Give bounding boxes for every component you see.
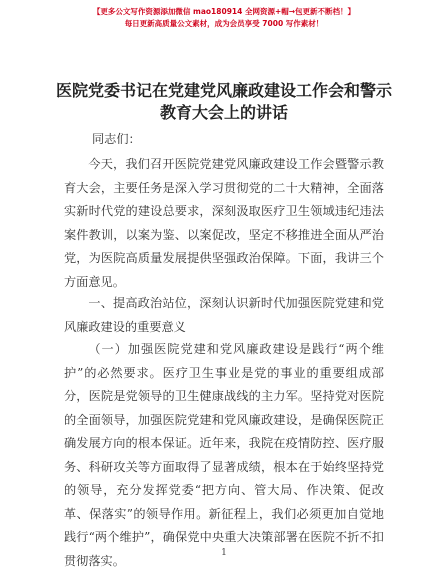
- paragraph-subsection-1: （一）加强医院党建和党风廉政建设是践行“两个维护”的必然要求。医疗卫生事业是党的事业的重要组成部分，医院是党领导的卫生健康战线的主力军。坚持党对医院的全面领导，加强医院党建和党风廉政建设，是确保医院正确发展方向的根本保证。近年来，我院在疫情防控、医疗服务、科研攻关等方面取得了显著成绩，根本在于始终坚持党的领导，充分发挥党委“把方向、管大局、作决策、促改革、保落实”的领导作用。新征程上，我们必须更加自觉地践行“两个维护”，确保党中央重大决策部署在医院不折不扣贯彻落实。: [64, 342, 384, 568]
- promo-banner: [60, 6, 388, 30]
- section-heading-1: 一、提高政治站位，深刻认识新时代加强医院党建和党风廉政建设的重要意义: [64, 296, 384, 334]
- page-number: 1: [221, 548, 227, 558]
- promo-banner-line-1: 【更多公文写作资源添加微信 mao180914 全网资源+帽→包更新不断档！】: [92, 7, 356, 16]
- paragraph-intro: 今天，我们召开医院党建党风廉政建设工作会暨警示教育大会，主要任务是深入学习贯彻党的二十大精神，全面落实新时代党的建设总要求，深刻汲取医疗卫生领域违纪违法案件教训，以案为鉴、以案促改，坚定不移推进全面从严治党，为医院高质量发展提供坚强政治保障。下面，我讲三个方面意见。: [64, 157, 384, 289]
- document-title: 医院党委书记在党建党风廉政建设工作会和警示教育大会上的讲话: [56, 81, 393, 122]
- promo-banner-line-2: 每日更新高质量公文素材，成为会员享受 7000 写作素材！: [124, 19, 324, 28]
- salutation: 同志们：: [92, 132, 141, 146]
